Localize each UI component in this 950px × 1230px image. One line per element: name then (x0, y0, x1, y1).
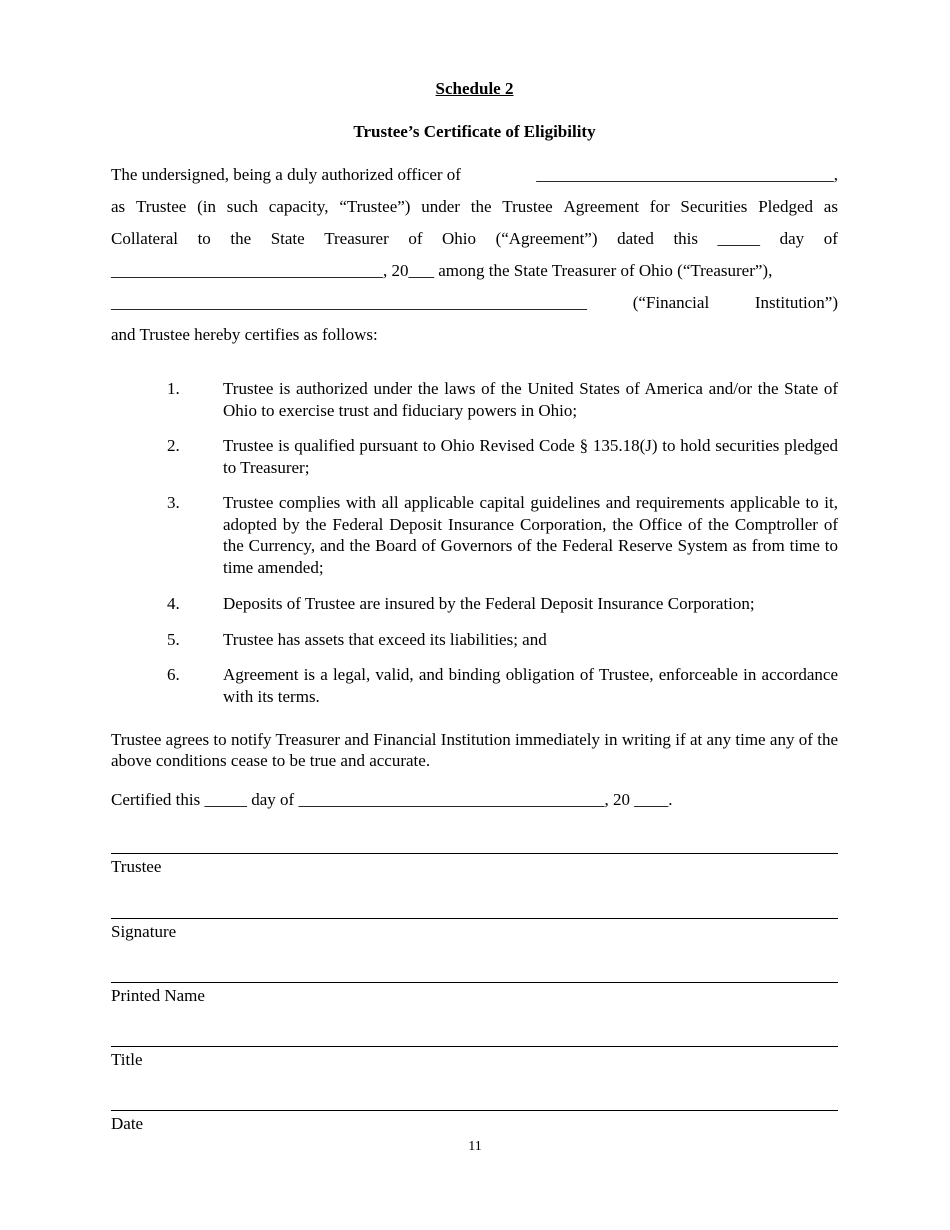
word: Ohio (442, 229, 477, 248)
financial-institution-blank: ________________________________________________________ (111, 293, 587, 312)
certificate-title: Trustee’s Certificate of Eligibility (353, 122, 596, 141)
word: the (230, 229, 252, 248)
list-item-text: Trustee is authorized under the laws of the United States of America and/or the State of Ohio to exercise trust and fiduciary powers in Ohio; (223, 379, 838, 420)
word: day (779, 229, 805, 248)
word: Treasurer (324, 229, 389, 248)
list-item-number: 4. (167, 594, 180, 613)
list-item-text: Trustee has assets that exceed its liabilities; and (223, 630, 547, 649)
word: as (823, 197, 838, 216)
word: (“Agreement”) (495, 229, 598, 248)
word: Pledged (758, 197, 813, 216)
word: this (673, 229, 698, 248)
list-item-number: 6. (167, 665, 180, 684)
word: Agreement (563, 197, 639, 216)
word: of (408, 229, 423, 248)
list-item-number: 3. (167, 493, 180, 512)
printed-name-label: Printed Name (111, 986, 205, 1005)
intro-line-3 (111, 229, 838, 249)
date-line[interactable] (111, 1110, 838, 1111)
list-item (111, 435, 838, 478)
intro-line-4: ________________________________, 20___ among the State Treasurer of Ohio (“Treasurer”), (111, 261, 773, 280)
word: (“Financial (632, 293, 710, 312)
certified-line: Certified this _____ day of ____________________________________, 20 ____. (111, 790, 673, 809)
intro-line-1-text: The undersigned, being a duly authorized officer of (111, 165, 461, 184)
list-item (111, 378, 838, 421)
word: “Trustee”) (339, 197, 411, 216)
word: for (649, 197, 670, 216)
signature-line[interactable] (111, 918, 838, 919)
list-item-text: Deposits of Trustee are insured by the Federal Deposit Insurance Corporation; (223, 594, 755, 613)
printed-name-line[interactable] (111, 982, 838, 983)
list-item-number: 5. (167, 630, 180, 649)
word: State (270, 229, 305, 248)
word: the (470, 197, 492, 216)
word: as (111, 197, 126, 216)
word: (in (197, 197, 217, 216)
list-item (111, 593, 838, 615)
schedule-heading: Schedule 2 (435, 79, 514, 98)
word: to (197, 229, 211, 248)
intro-line-5 (111, 293, 838, 313)
date-label: Date (111, 1114, 144, 1133)
word: Institution”) (754, 293, 838, 312)
word: Trustee (502, 197, 553, 216)
intro-line-2 (111, 197, 838, 217)
list-item-text: Trustee is qualified pursuant to Ohio Revised Code § 135.18(J) to hold securities pledged to Treasurer; (223, 436, 838, 477)
list-item-number: 1. (167, 379, 180, 398)
list-item-text: Trustee complies with all applicable capital guidelines and requirements applicable to it, adopted by the Federal Deposit Insurance Corporation, the Office of the Comptroller of the Currency, and the Board of Governors of the Federal Reserve System as from time to time amended; (223, 493, 838, 577)
list-item (111, 664, 838, 707)
trustee-signature-line[interactable] (111, 853, 838, 854)
word: capacity, (268, 197, 329, 216)
list-item-number: 2. (167, 436, 180, 455)
list-item (111, 492, 838, 578)
day-blank: _____ (717, 229, 761, 248)
word: of (823, 229, 838, 248)
list-item-text: Agreement is a legal, valid, and binding obligation of Trustee, enforceable in accordance with its terms. (223, 665, 838, 706)
signature-label: Signature (111, 922, 177, 941)
word: under (421, 197, 460, 216)
page-number: 11 (468, 1139, 482, 1154)
intro-line-1 (111, 165, 838, 185)
notify-paragraph: Trustee agrees to notify Treasurer and Financial Institution immediately in writing if at any time any of the above conditions cease to be true and accurate. (111, 730, 838, 770)
list-item (111, 629, 838, 651)
officer-blank: ___________________________________, (536, 165, 838, 184)
word: such (226, 197, 258, 216)
title-line[interactable] (111, 1046, 838, 1047)
word: Collateral (111, 229, 179, 248)
intro-line-6: and Trustee hereby certifies as follows: (111, 325, 378, 344)
trustee-label: Trustee (111, 857, 162, 876)
title-label: Title (111, 1050, 143, 1069)
word: Securities (680, 197, 748, 216)
word: Trustee (135, 197, 187, 216)
word: dated (617, 229, 654, 248)
